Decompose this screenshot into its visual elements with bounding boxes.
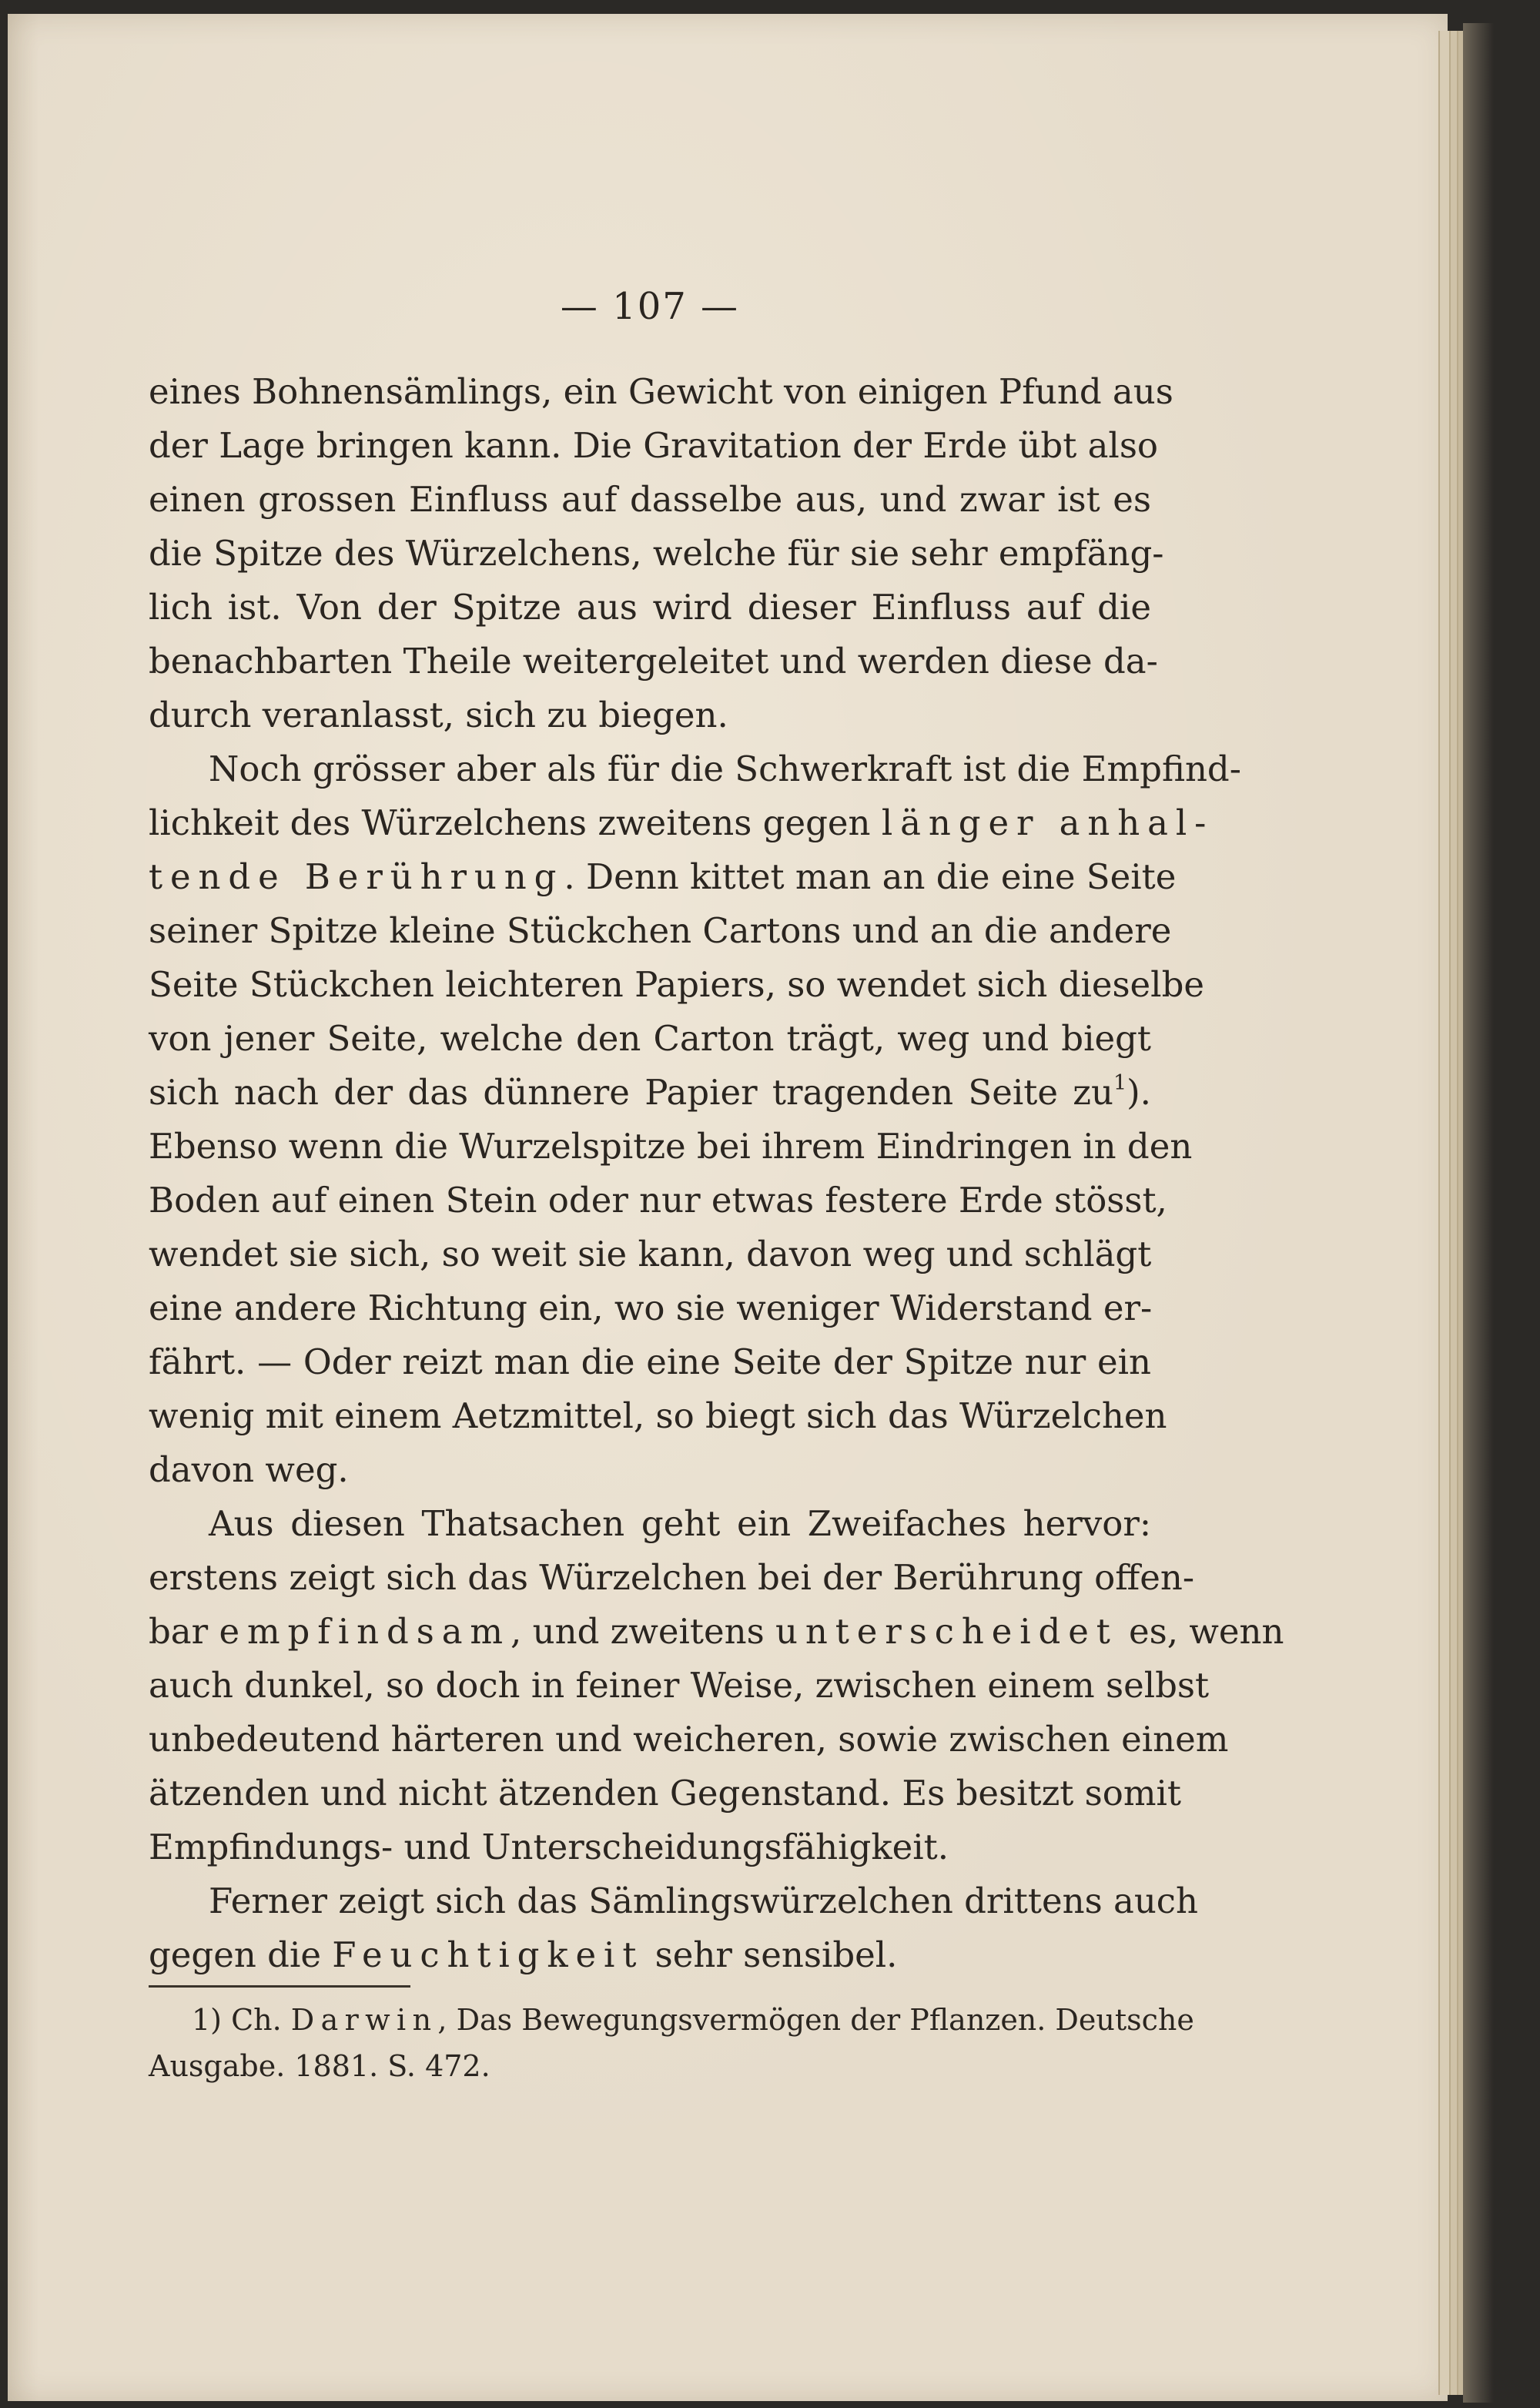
text-line: unbedeutend härteren und weicheren, sowie zwischen einem [149, 1719, 1229, 1760]
text-line: Aus diesen Thatsachen geht ein Zweifaches hervor: [209, 1503, 1151, 1544]
footnote-marker: 1) Ch. [192, 2003, 291, 2037]
footnote-divider [149, 1985, 410, 1988]
text-line: fährt. — Oder reizt man die eine Seite der Spitze nur ein [149, 1341, 1151, 1382]
text-line: seiner Spitze kleine Stückchen Cartons und an die andere [149, 910, 1172, 951]
text-line: Ferner zeigt sich das Sämlingswürzelchen drittens auch [209, 1881, 1198, 1921]
text-line: erstens zeigt sich das Würzelchen bei der Berührung offen- [149, 1557, 1195, 1598]
text-line: Boden auf einen Stein oder nur etwas festere Erde stösst, [149, 1180, 1167, 1221]
text-run: ). [1127, 1072, 1151, 1113]
text-line: Ebenso wenn die Wurzelspitze bei ihrem Eindringen in den [149, 1126, 1193, 1167]
text-line: wenig mit einem Aetzmittel, so biegt sich das Würzelchen [149, 1395, 1167, 1436]
text-run: gegen die [149, 1934, 333, 1975]
footnote-text: , Das Bewegungsvermögen der Pflanzen. Deutsche [437, 2003, 1194, 2037]
text-line [149, 1931, 1151, 1979]
text-line [149, 799, 1214, 847]
text-line: Noch grösser aber als für die Schwerkraft ist die Empfind- [209, 749, 1241, 789]
emphasis-spaced: tende Berührung [149, 856, 564, 897]
text-line: wendet sie sich, so weit sie kann, davon weg und schlägt [149, 1234, 1152, 1274]
text-run: es, wenn [1117, 1611, 1284, 1652]
emphasis-spaced: empfindsam [219, 1611, 511, 1652]
footnote-line [149, 2001, 1194, 2039]
text-line: der Lage bringen kann. Die Gravitation der Erde übt also [149, 425, 1158, 466]
emphasis-spaced: Feuchtigkeit [332, 1934, 644, 1975]
text-line: durch veranlasst, sich zu biegen. [149, 695, 728, 735]
text-line [149, 853, 1177, 901]
text-line: benachbarten Theile weitergeleitet und werden diese da- [149, 641, 1158, 682]
book-spine-shadow [1463, 23, 1494, 2403]
emphasis-spaced: länger anhal- [881, 802, 1214, 843]
text-line: Empfindungs- und Unterscheidungsfähigkeit. [149, 1827, 949, 1867]
text-run: . Denn kittet man an die eine Seite [564, 856, 1177, 897]
text-line: einen grossen Einfluss auf dasselbe aus, und zwar ist es [149, 479, 1151, 520]
emphasis-spaced: unterscheidet [775, 1611, 1118, 1652]
text-run: sehr sensibel. [644, 1934, 898, 1975]
footnote-reference[interactable]: 1 [1113, 1071, 1127, 1096]
text-line: von jener Seite, welche den Carton trägt, weg und biegt [149, 1018, 1151, 1059]
text-line: eine andere Richtung ein, wo sie weniger Widerstand er- [149, 1288, 1153, 1328]
text-line: lich ist. Von der Spitze aus wird dieser Einfluss auf die [149, 587, 1151, 628]
book-page [8, 14, 1448, 2401]
text-run: sich nach der das dünnere Papier tragenden Seite zu [149, 1072, 1113, 1113]
footnote-line: Ausgabe. 1881. S. 472. [149, 2049, 490, 2083]
text-line: ätzenden und nicht ätzenden Gegenstand. Es besitzt somit [149, 1773, 1182, 1814]
page-number: — 107 — [560, 285, 740, 328]
text-run: lichkeit des Würzelchens zweitens gegen [149, 802, 882, 843]
text-line: die Spitze des Würzelchens, welche für sie sehr empfäng- [149, 533, 1164, 574]
text-line: auch dunkel, so doch in feiner Weise, zwischen einem selbst [149, 1665, 1210, 1706]
text-line: Seite Stückchen leichteren Papiers, so wendet sich dieselbe [149, 964, 1205, 1005]
text-line: eines Bohnensämlings, ein Gewicht von einigen Pfund aus [149, 371, 1173, 412]
text-line [149, 1608, 1284, 1656]
footnote-author: Darwin [290, 2003, 438, 2037]
text-run: bar [149, 1611, 219, 1652]
text-line [149, 1069, 1151, 1117]
text-line: davon weg. [149, 1449, 349, 1490]
text-run: , und zweitens [511, 1611, 776, 1652]
